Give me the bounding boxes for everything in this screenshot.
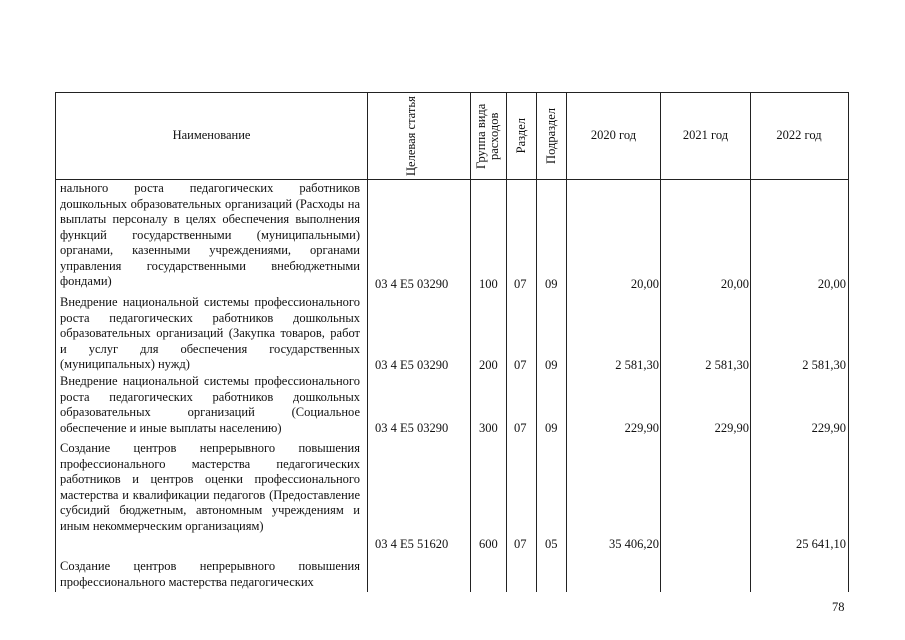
row-1-section: 07 — [514, 277, 527, 291]
row-1-group: 100 — [479, 277, 498, 291]
header-target-label: Целевая статья — [404, 95, 418, 176]
header-2021 — [661, 92, 750, 179]
header-name — [56, 92, 367, 179]
row-1-name: нального роста педагогических работников дошкольных образовательных организаций (Расходы на выплаты персоналу в целях обеспечения выполнения функций государственными (муниципальными) органами, казенными учреждениями, органами управления государственными внебюджетными фондами) — [60, 181, 360, 288]
row-3-2020: 229,90 — [624, 421, 659, 435]
row-4-name: Создание центров непрерывного повышения профессионального мастерства педагогических работников и центров оценки профессионального мастерства и квалификации педагогов (Предоставление субсидий бюджетным, автономным учреждениям и иным некоммерческим организациям) — [60, 441, 360, 533]
row-2-target: 03 4 E5 03290 — [375, 358, 449, 372]
row-3-target: 03 4 E5 03290 — [375, 421, 449, 435]
header-section — [507, 92, 536, 179]
header-group — [471, 92, 506, 179]
header-group-label: Группа вида расходов — [473, 102, 501, 169]
header-subsection — [537, 92, 566, 179]
row-3-section: 07 — [514, 421, 527, 435]
header-target — [368, 92, 470, 179]
row-1-2021: 20,00 — [720, 277, 749, 291]
header-2022 — [751, 92, 847, 179]
row-4-2022: 25 641,10 — [796, 537, 846, 551]
row-1-2022: 20,00 — [817, 277, 846, 291]
header-subsection-label: Подраздел — [544, 107, 558, 164]
row-3-group: 300 — [479, 421, 498, 435]
row-1-target: 03 4 E5 03290 — [375, 277, 449, 291]
header-name-label: Наименование — [172, 128, 251, 142]
row-4-group: 600 — [479, 537, 498, 551]
row-3-name: Внедрение национальной системы профессионального роста педагогических работников дошкольных образовательных организаций (Социальное обеспечение и иные выплаты населению) — [60, 374, 360, 435]
row-2-subsection: 09 — [545, 358, 558, 372]
row-2-name: Внедрение национальной системы профессионального роста педагогических работников дошкольных образовательных организаций (Закупка товаров, работ и услуг для обеспечения государственных (муниципальных) нужд) — [60, 295, 360, 371]
row-3-2021: 229,90 — [714, 421, 749, 435]
header-2020-label: 2020 год — [590, 128, 637, 142]
header-2020 — [567, 92, 660, 179]
row-3-2022: 229,90 — [811, 421, 846, 435]
row-4-subsection: 05 — [545, 537, 558, 551]
row-1-2020: 20,00 — [630, 277, 659, 291]
row-4-2020: 35 406,20 — [609, 537, 659, 551]
row-3-subsection: 09 — [545, 421, 558, 435]
row-2-group: 200 — [479, 358, 498, 372]
header-bottom-border — [55, 179, 848, 180]
header-2022-label: 2022 год — [776, 128, 822, 142]
header-section-label: Раздел — [514, 117, 528, 154]
row-1-subsection: 09 — [545, 277, 558, 291]
page-number: 78 — [832, 600, 845, 614]
row-2-section: 07 — [514, 358, 527, 372]
row-2-2021: 2 581,30 — [705, 358, 749, 372]
header-2021-label: 2021 год — [682, 128, 729, 142]
row-2-2020: 2 581,30 — [615, 358, 659, 372]
row-5-name: Создание центров непрерывного повышения профессионального мастерства педагогических — [60, 559, 360, 589]
row-2-2022: 2 581,30 — [802, 358, 846, 372]
row-4-target: 03 4 E5 51620 — [375, 537, 449, 551]
row-4-section: 07 — [514, 537, 527, 551]
